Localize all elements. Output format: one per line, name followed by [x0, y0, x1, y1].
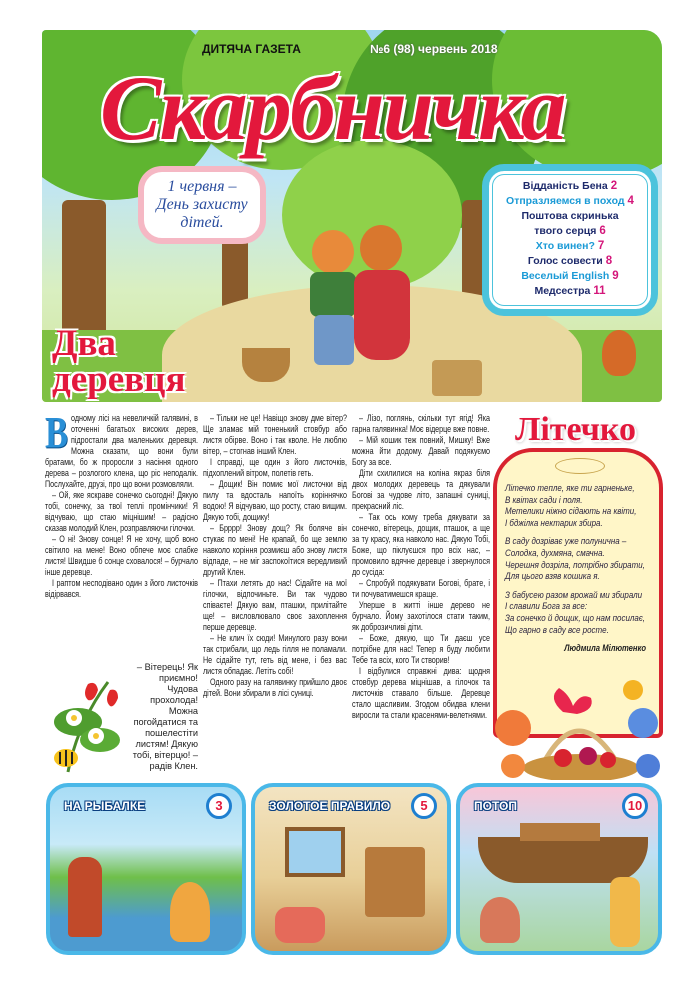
child-figure	[275, 907, 325, 943]
story-paragraph: – Птахи летять до нас! Сідайте на мої гілочки, відпочиньте. Ви так чудово співаєте! Дякую вам, пташки, прилітайте ще! – висловлювало своє захоплення перше деревце.	[203, 578, 347, 632]
story-paragraph: – Тільки не це! Навіщо знову дме вітер? Ще зламає мій тоненький стовбур або листя обірве. Воно і так кволе. Не люблю вітер, – стогнав інший Клен.	[203, 413, 347, 456]
poem-author: Людмила Мілютенко	[564, 643, 647, 654]
poem-stanza	[505, 535, 655, 581]
poem-line: Солодка, духмяна, смачна.	[505, 546, 605, 558]
story-paragraph: І відбулися справжні дива: щодня стовбур дерева міцнішав, а гілочок та листочків ставало більше. Деревце стало щасливим. Згодом обидва клени виросли та стали красенями-велетнями.	[352, 666, 490, 720]
toc-item	[495, 284, 645, 299]
panel-fishing[interactable]	[46, 783, 246, 955]
poem-line: Для цього взяв кошика я.	[505, 570, 600, 582]
panel-flood[interactable]	[456, 783, 662, 955]
toc-item-page: 2	[610, 180, 618, 192]
story-paragraph: І раптом несподівано один з його листочків відірвався.	[45, 578, 198, 599]
toc-item-label: Веселый English	[521, 270, 610, 282]
poem-line: Метелики ніжно сідають на квіти,	[505, 505, 637, 517]
ornament-icon	[555, 458, 605, 474]
story-title-line: деревця	[52, 359, 186, 400]
girl-head	[360, 225, 402, 271]
story-paragraph: – Мій кошик теж повний, Мишку! Вже можна йти додому. Давай подякуємо Богу за все.	[352, 435, 490, 467]
story-paragraph: Одного разу на галявинку прийшло двоє дітей. Вони збирали в лісі суниці.	[203, 677, 347, 698]
flowers-basket-illustration	[493, 668, 663, 780]
poem-line: В квітах сади і поля.	[505, 493, 583, 505]
story-paragraph: Уперше в житті інше дерево не бурчало. Йому захотілося стати таким, як доброзичливі діти.	[352, 600, 490, 632]
story-paragraph: одному лісі на невеличкій галявині, в оточенні багатьох високих дерев, підростали два маленьких деревця. Можна сказати, що вони були братами, бо ж проросли з насіння одного дерева – розлогого клена, що ріс неподалік. Послухайте, друзі, про що вони розмовляли.	[45, 413, 198, 489]
boy-head	[312, 230, 354, 274]
panel-page-badge: 5	[411, 793, 437, 819]
toc-item-page: 8	[605, 255, 613, 267]
masthead-kicker: ДИТЯЧА ГАЗЕТА	[202, 42, 301, 56]
toc-item-page: 11	[593, 285, 606, 297]
boy-figure	[170, 882, 210, 942]
masthead-title: Скарбничка	[100, 57, 565, 159]
boy-vest	[310, 272, 356, 317]
toc-item-page: 6	[599, 225, 606, 237]
story-paragraph: – Ой, яке яскраве сонечко сьогодні! Дякую тобі, сонечку, за твої теплі промінчики! Я відчуваю, що стаю міцнішим! – радісно сказав молодий Клен, розправляючи гілочки.	[45, 490, 198, 533]
story-column-1	[45, 408, 198, 600]
table-of-contents	[482, 164, 658, 316]
poem-line: І славили Бога за все:	[505, 600, 588, 612]
poem-section	[493, 412, 663, 782]
poem-line: Літечко тепле, яке ти гарненьке,	[505, 482, 635, 493]
poem-line: З бабусею разом врожай ми збирали	[505, 588, 643, 600]
story-paragraph: І справді, ще один з його листочків, підхоплений вітром, полетів геть.	[203, 457, 347, 478]
berry-basket	[242, 348, 290, 382]
story-column-text	[203, 413, 347, 699]
story-aside-text: – Вітерець! Як приємно! Чудова прохолода! Можна погойдатися та пошелестіти листям! Дякую тобі, вітерцю! – радів Клен.	[132, 662, 198, 771]
story-paragraph: – Боже, дякую, що Ти даєш усе потрібне для нас! Тепер я буду любити Тебе та всіх, кого Ти створив!	[352, 633, 490, 665]
panel-label: ЗОЛОТОЕ ПРАВИЛО	[269, 799, 391, 813]
poem-title: Літечко	[515, 411, 637, 448]
poem-line: За сонечко й дощик, що нам посилає,	[505, 611, 645, 623]
toc-item-label: Хто винен?	[535, 240, 595, 252]
story-title	[52, 323, 186, 400]
story-paragraph: – Лізо, поглянь, скільки тут ягід! Яка гарна галявинка! Моє відерце вже повне.	[352, 413, 490, 434]
window	[285, 827, 345, 877]
story-column-2	[203, 413, 347, 699]
story-paragraph: – Спробуй подякувати Богові, брате, і ти почуватимешся краще.	[352, 578, 490, 599]
panel-page-badge: 3	[206, 793, 232, 819]
story-column-text	[352, 413, 490, 721]
poem-line: Черешня дозріла, потрібно збирати,	[505, 558, 645, 570]
giraffe-figure	[610, 877, 640, 947]
poem-stanza	[505, 482, 655, 528]
toc-item-page: 9	[612, 270, 619, 282]
panel-golden-rule[interactable]	[251, 783, 451, 955]
drop-cap: В	[45, 408, 68, 457]
toc-item	[495, 254, 645, 269]
poem-line: В саду дозріває уже полунична –	[505, 535, 627, 547]
issue-info: №6 (98) червень 2018	[370, 42, 498, 56]
toc-item	[495, 209, 645, 224]
panel-label: НА РЫБАЛКЕ	[64, 799, 146, 813]
date-badge-line: дітей.	[180, 214, 224, 231]
toc-item-label: твого серця	[534, 225, 597, 237]
date-badge-line: 1 червня –	[167, 178, 237, 195]
toc-item	[495, 224, 645, 239]
toc-item	[495, 194, 645, 209]
noah-figure	[480, 897, 520, 943]
toc-item	[495, 239, 645, 254]
story-column-3	[352, 413, 490, 721]
strawberry-bee-illustration	[48, 662, 128, 777]
toc-item	[495, 179, 645, 194]
poem-line: І бджілка нектарик збира.	[505, 516, 603, 528]
story-paragraph: Діти схилилися на коліна якраз біля двох молодих деревець та дякували Богові за чудове літо, запашні суниці, прекрасний ліс.	[352, 468, 490, 511]
toc-item-page: 4	[627, 195, 634, 207]
poem-text	[505, 482, 655, 654]
date-badge	[138, 166, 266, 244]
toc-item-label: Медсестра	[534, 285, 591, 297]
toc-item-label: Відданість Бена	[522, 180, 608, 192]
fisherman-figure	[68, 857, 102, 937]
toc-item-label: Голос совести	[527, 255, 603, 267]
story-paragraph: – Брррр! Знову дощ? Як боляче він стукає по мені! Не крапай, бо ще землю навколо коріння розмиєш або знову листя відпаде, – не міг заспокоїтися вередливий другий Клен.	[203, 523, 347, 577]
ark-cabin	[520, 823, 600, 841]
toc-item-page: 7	[597, 240, 605, 252]
poem-line: Що гарно в саду все росте.	[505, 623, 609, 635]
story-paragraph: – О ні! Знову сонце! Я не хочу, щоб воно світило на мене! Воно обпече моє слабке листя! Швидше б сонце сховалося! – бурчало інше деревце.	[45, 534, 198, 577]
berry-basket	[432, 360, 482, 396]
squirrel-icon	[602, 330, 636, 376]
boy-trousers	[314, 315, 354, 365]
poem-stanza	[505, 589, 655, 635]
bookshelf	[365, 847, 425, 917]
girl-dress	[354, 270, 410, 360]
date-badge-line: День захисту	[156, 196, 248, 213]
cover-illustration	[42, 30, 662, 402]
story-paragraph: – Так ось кому треба дякувати за сонечко, вітерець, дощик, пташок, а ще за ту красу, яка навколо нас. Дякую Тобі, Боже, що піклуєшся про всіх нас, – промовило вдячне деревце і звернулося до сусіда:	[352, 512, 490, 577]
toc-item-label: Отпразляемся в поход	[506, 195, 625, 207]
toc-item	[495, 269, 645, 284]
story-paragraph: – Не клич їх сюди! Минулого разу вони так стрибали, що ледь гілля не поламали. Не сідайте тут, геть від мене, і без вас листя обпадає. Летіть собі!	[203, 633, 347, 676]
panel-label: ПОТОП	[474, 799, 517, 813]
toc-item-label: Поштова скринька	[521, 210, 619, 222]
story-paragraph: – Дощик! Він помиє мої листочки від пилу та вдосталь напоїть коріннячко водою! Я відчуваю, що росту, стаю вищим. Дякую тобі, дощику!	[203, 479, 347, 522]
story-column-text	[45, 408, 198, 600]
panel-page-badge: 10	[622, 793, 648, 819]
story-title-line: Два	[52, 323, 116, 364]
